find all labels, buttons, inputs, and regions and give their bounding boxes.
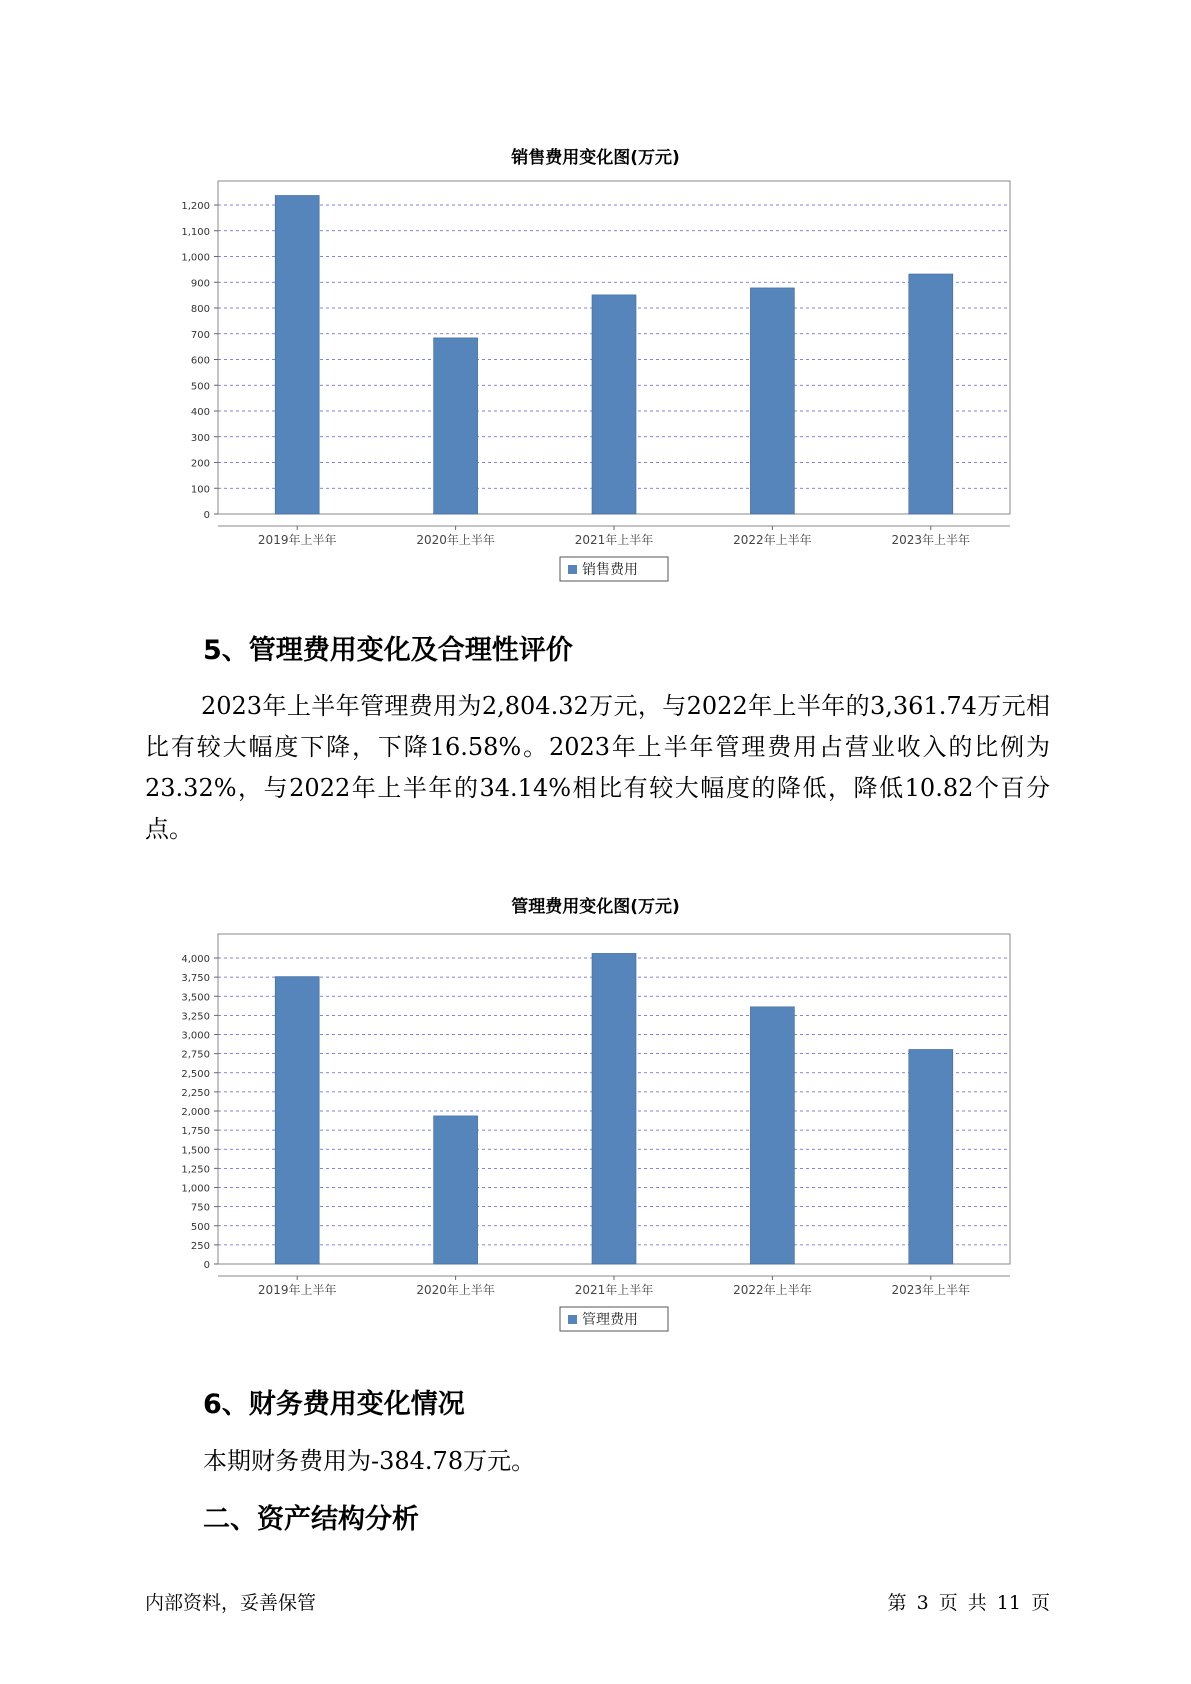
y-tick-label: 750 — [190, 1202, 210, 1214]
y-tick-label: 400 — [190, 407, 210, 418]
asset-structure-heading: 二、资产结构分析 — [203, 1504, 419, 1535]
x-tick-label: 2022年上半年 — [733, 533, 812, 547]
y-tick-label: 0 — [203, 1260, 210, 1271]
y-tick-label: 1,000 — [181, 1183, 210, 1195]
y-tick-label: 1,200 — [181, 201, 210, 212]
y-tick-label: 1,250 — [181, 1164, 210, 1176]
y-tick-label: 250 — [190, 1240, 210, 1252]
x-tick-label: 2021年上半年 — [574, 1283, 654, 1297]
x-tick-label: 2019年上半年 — [257, 533, 337, 547]
legend-label: 销售费用 — [582, 562, 638, 578]
x-tick-label: 2022年上半年 — [733, 1283, 812, 1297]
y-tick-label: 1,750 — [181, 1126, 210, 1138]
footer-page-number: 第 3 页 共 11 页 — [887, 1592, 1050, 1614]
y-tick-label: 3,250 — [181, 1011, 210, 1023]
y-tick-label: 1,100 — [181, 226, 210, 238]
finance-expense-paragraph: 本期财务费用为-384.78万元。 — [203, 1447, 536, 1475]
y-tick-label: 900 — [190, 278, 210, 290]
y-tick-label: 2,750 — [181, 1049, 210, 1061]
y-tick-label: 500 — [190, 1221, 210, 1233]
footer-confidential-note: 内部资料，妥善保管 — [145, 1592, 317, 1614]
y-tick-label: 0 — [203, 510, 210, 521]
y-tick-label: 2,250 — [181, 1087, 210, 1099]
bar — [275, 977, 319, 1264]
y-tick-label: 600 — [190, 355, 210, 367]
bar — [750, 1007, 794, 1264]
bar — [909, 1049, 953, 1264]
x-tick-label: 2023年上半年 — [891, 533, 971, 547]
x-tick-label: 2021年上半年 — [574, 533, 654, 547]
y-tick-label: 1,500 — [181, 1145, 210, 1157]
y-tick-label: 100 — [190, 484, 210, 496]
finance-expense-heading: 6、财务费用变化情况 — [203, 1389, 465, 1420]
y-tick-label: 1,000 — [181, 252, 210, 264]
chart-title: 管理费用变化图(万元) — [511, 897, 680, 917]
y-tick-label: 3,000 — [181, 1030, 210, 1042]
y-tick-label: 2,500 — [181, 1068, 210, 1080]
chart-title: 销售费用变化图(万元) — [511, 148, 680, 168]
bar — [434, 1116, 478, 1264]
y-tick-label: 200 — [190, 458, 210, 470]
admin-expense-heading: 5、管理费用变化及合理性评价 — [203, 635, 573, 666]
y-tick-label: 3,500 — [181, 992, 210, 1004]
x-tick-label: 2020年上半年 — [416, 1283, 495, 1297]
y-tick-label: 300 — [190, 432, 210, 444]
y-tick-label: 4,000 — [181, 954, 210, 965]
bar — [592, 953, 636, 1264]
legend-label: 管理费用 — [582, 1312, 638, 1328]
y-tick-label: 2,000 — [181, 1107, 210, 1118]
y-tick-label: 500 — [190, 381, 210, 393]
x-tick-label: 2019年上半年 — [257, 1283, 337, 1297]
x-tick-label: 2023年上半年 — [891, 1283, 971, 1297]
x-tick-label: 2020年上半年 — [416, 533, 495, 547]
y-tick-label: 700 — [190, 329, 210, 341]
legend-swatch — [568, 1315, 577, 1324]
y-tick-label: 3,750 — [181, 973, 210, 985]
admin-expense-paragraph: 2023年上半年管理费用为2,804.32万元，与2022年上半年的3,361.74万元相比有较大幅度下降，下降16.58%。2023年上半年管理费用占营业收入的比例为23.32%，与2022年上半年的34.14%相比有较大幅度的降低，降低10.82个百分点。 — [145, 692, 1050, 843]
y-tick-label: 800 — [190, 304, 210, 315]
